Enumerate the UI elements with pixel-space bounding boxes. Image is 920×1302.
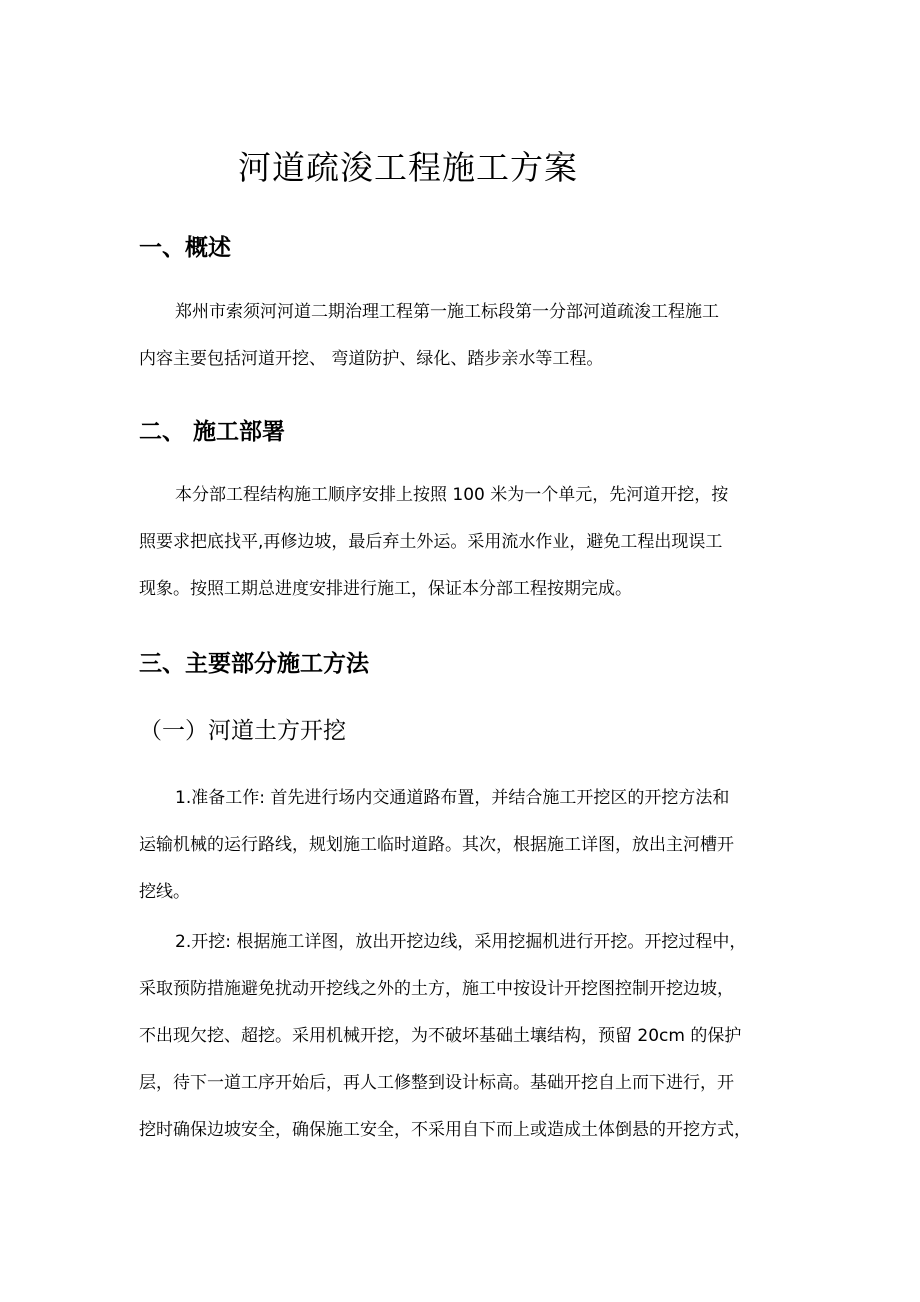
section-heading-deployment: 二、 施工部署 (139, 419, 286, 445)
paragraph-preparation (139, 775, 783, 916)
document-title: 河道疏浚工程施工方案 (238, 148, 578, 187)
section-heading-methods: 三、主要部分施工方法 (139, 651, 369, 677)
paragraph-line: 本分部工程结构施工顺序安排上按照 100 米为一个单元，先河道开挖，按 (175, 485, 729, 505)
paragraph-line: 层，待下一道工序开始后，再人工修整到设计标高。基础开挖自上而下进行，开 (139, 1073, 734, 1093)
paragraph-line: 1.准备工作: 首先进行场内交通道路布置，并结合施工开挖区的开挖方法和 (175, 788, 730, 808)
paragraph-line: 现象。按照工期总进度安排进行施工，保证本分部工程按期完成。 (139, 579, 632, 599)
paragraph-line: 挖线。 (139, 882, 190, 902)
subsection-heading-earthwork: （一）河道土方开挖 (139, 718, 346, 744)
paragraph-line: 内容主要包括河道开挖、 弯道防护、绿化、踏步亲水等工程。 (139, 349, 604, 369)
paragraph-deployment (139, 472, 783, 613)
paragraph-line: 运输机械的运行路线，规划施工临时道路。其次，根据施工详图，放出主河槽开 (139, 835, 734, 855)
section-heading-overview: 一、概述 (139, 235, 231, 261)
paragraph-overview (139, 289, 783, 383)
paragraph-line: 照要求把底找平,再修边坡，最后弃土外运。采用流水作业，避免工程出现误工 (139, 532, 723, 552)
paragraph-line: 郑州市索须河河道二期治理工程第一施工标段第一分部河道疏浚工程施工 (175, 302, 719, 322)
paragraph-excavation (139, 919, 783, 1154)
paragraph-line: 不出现欠挖、超挖。采用机械开挖，为不破坏基础土壤结构，预留 20cm 的保护 (139, 1026, 742, 1046)
paragraph-line: 挖时确保边坡安全，确保施工安全，不采用自下而上或造成土体倒悬的开挖方式， (139, 1120, 751, 1140)
paragraph-line: 2.开挖: 根据施工详图，放出开挖边线，采用挖掘机进行开挖。开挖过程中， (175, 932, 747, 952)
paragraph-line: 采取预防措施避免扰动开挖线之外的土方，施工中按设计开挖图控制开挖边坡， (139, 979, 734, 999)
